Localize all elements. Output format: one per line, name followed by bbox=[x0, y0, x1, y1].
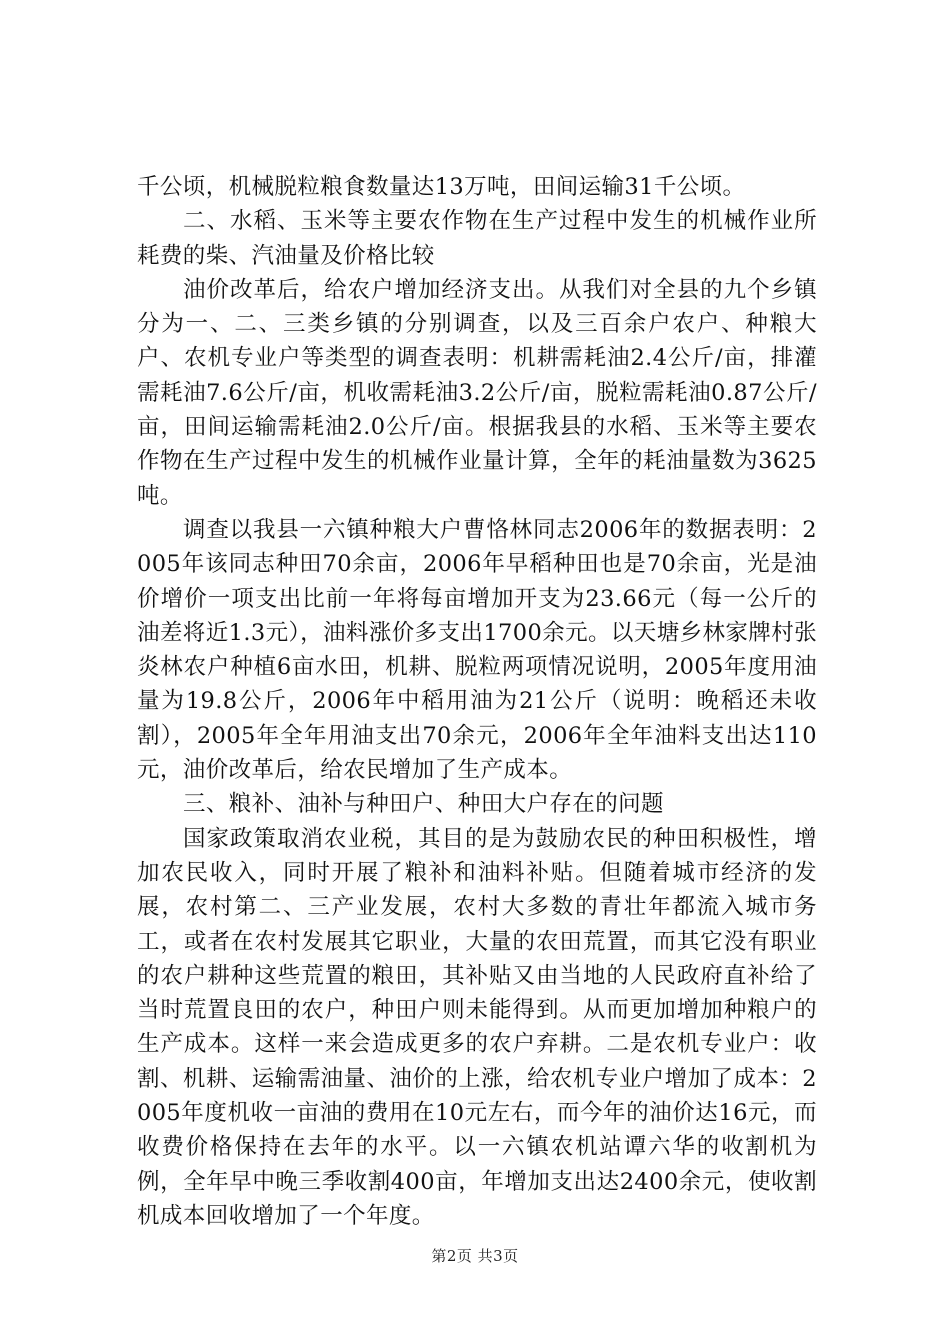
paragraph-1: 千公顷，机械脱粒粮食数量达13万吨，田间运输31千公顷。 bbox=[137, 174, 746, 200]
paragraph-3: 油价改革后，给农户增加经济支出。从我们对全县的九个乡镇分为一、二、三类乡镇的分别调查，以及三百余户农户、种粮大户、农机专业户等类型的调查表明：机耕需耗油2.4公斤/亩，排灌需耗油7.6公斤/亩，机收需耗油3.2公斤/亩，脱粒需耗油0.87公斤/亩，田间运输需耗油2.0公斤/亩。根据我县的水稻、玉米等主要农作物在生产过程中发生的机械作业量计算，全年的耗油量数为3625吨。 bbox=[137, 276, 817, 509]
paragraph-6: 国家政策取消农业税，其目的是为鼓励农民的种田积极性，增加农民收入，同时开展了粮补和油料补贴。但随着城市经济的发展，农村第二、三产业发展，农村大多数的青壮年都流入城市务工，或者在农村发展其它职业，大量的农田荒置，而其它没有职业的农户耕种这些荒置的粮田，其补贴又由当地的人民政府直补给了当时荒置良田的农户，种田户则未能得到。从而更加增加种粮户的生产成本。这样一来会造成更多的农户弃耕。二是农机专业户：收割、机耕、运输需油量、油价的上涨，给农机专业户增加了成本：2005年度机收一亩油的费用在10元左右，而今年的油价达16元，而收费价格保持在去年的水平。以一六镇农机站谭六华的收割机为例，全年早中晚三季收割400亩，年增加支出达2400余元，使收割机成本回收增加了一个年度。 bbox=[137, 825, 817, 1229]
section-heading-2: 二、水稻、玉米等主要农作物在生产过程中发生的机械作业所耗费的柴、汽油量及价格比较 bbox=[137, 208, 817, 269]
page-footer: 第2页 共3页 bbox=[431, 1247, 519, 1265]
document-body bbox=[137, 170, 817, 1233]
paragraph-4: 调查以我县一六镇种粮大户曹恪林同志2006年的数据表明：2005年该同志种田70余亩，2006年早稻种田也是70余亩，光是油价增价一项支出比前一年将每亩增加开支为23.66元（每一公斤的油差将近1.3元），油料涨价多支出1700余元。以天塘乡林家牌村张炎林农户种植6亩水田，机耕、脱粒两项情况说明，2005年度用油量为19.8公斤，2006年中稻用油为21公斤（说明：晚稻还未收割），2005年全年用油支出70余元，2006年全年油料支出达110元，油价改革后，给农民增加了生产成本。 bbox=[137, 516, 817, 784]
section-heading-3: 三、粮补、油补与种田户、种田大户存在的问题 bbox=[183, 791, 664, 818]
